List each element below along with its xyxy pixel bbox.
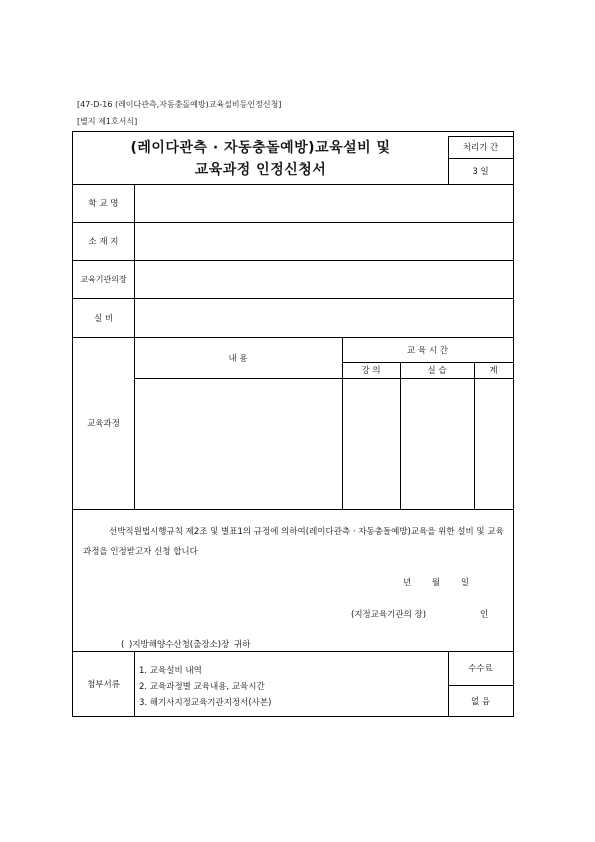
attachment-item-3: 3. 해기사지정교육기관지정서(사본) bbox=[139, 698, 272, 708]
location-field[interactable] bbox=[135, 223, 512, 259]
practice-header: 실 습 bbox=[427, 366, 447, 376]
content-field[interactable] bbox=[135, 379, 341, 508]
school-name-field[interactable] bbox=[135, 185, 512, 221]
annex-label: [별지 제1호서식] bbox=[77, 117, 138, 126]
form-number: [47-D-16 (레이다관측,자동충돌예방)교육설비등인정신청] bbox=[77, 100, 282, 109]
lecture-header: 강 의 bbox=[361, 366, 381, 376]
lecture-hours-field[interactable] bbox=[343, 379, 399, 508]
form-title-line1: (레이다관측 · 자동충돌예방)교육설비 및 bbox=[130, 140, 391, 156]
content-header: 내 용 bbox=[228, 353, 248, 364]
location-label: 소 재 지 bbox=[88, 237, 119, 247]
attachments-label: 첨부서류 bbox=[87, 679, 120, 690]
total-header: 계 bbox=[489, 366, 498, 376]
hours-header: 교 육 시 간 bbox=[407, 345, 448, 356]
attachment-item-2: 2. 교육과정별 교육내용, 교육시간 bbox=[139, 682, 265, 692]
processing-period-label: 처리기 간 bbox=[462, 143, 499, 153]
institution-head-field[interactable] bbox=[135, 261, 512, 297]
declaration-text: 선박직원법시행규칙 제2조 및 별표1의 규정에 의하여(레이다관측 · 자동충돌예방)교육을 위한 설비 및 교육과정을 인정받고자 신청 합니다 bbox=[83, 527, 504, 557]
institution-head-label: 교육기관의장 bbox=[80, 274, 127, 284]
school-name-label: 학 교 명 bbox=[88, 199, 119, 209]
addressee: ( )지방해양수산청(출장소)장 귀하 bbox=[121, 640, 251, 650]
fee-value: 없 음 bbox=[470, 696, 491, 707]
form-title-line2: 교육과정 인정신청서 bbox=[194, 162, 327, 178]
total-hours-field[interactable] bbox=[475, 379, 512, 508]
facilities-label: 실 비 bbox=[93, 313, 114, 324]
seal-mark: 인 bbox=[480, 610, 489, 620]
signer-label: (지정교육기관의 장) bbox=[351, 610, 427, 620]
practice-hours-field[interactable] bbox=[401, 379, 473, 508]
attachment-item-1: 1. 교육설비 내역 bbox=[139, 666, 202, 676]
processing-period-value: 3 일 bbox=[472, 167, 489, 177]
date-line: 년 월 일 bbox=[403, 578, 470, 588]
curriculum-label: 교육과정 bbox=[87, 419, 120, 429]
fee-label: 수수료 bbox=[468, 664, 493, 674]
application-form bbox=[72, 131, 514, 717]
facilities-field[interactable] bbox=[135, 299, 512, 336]
